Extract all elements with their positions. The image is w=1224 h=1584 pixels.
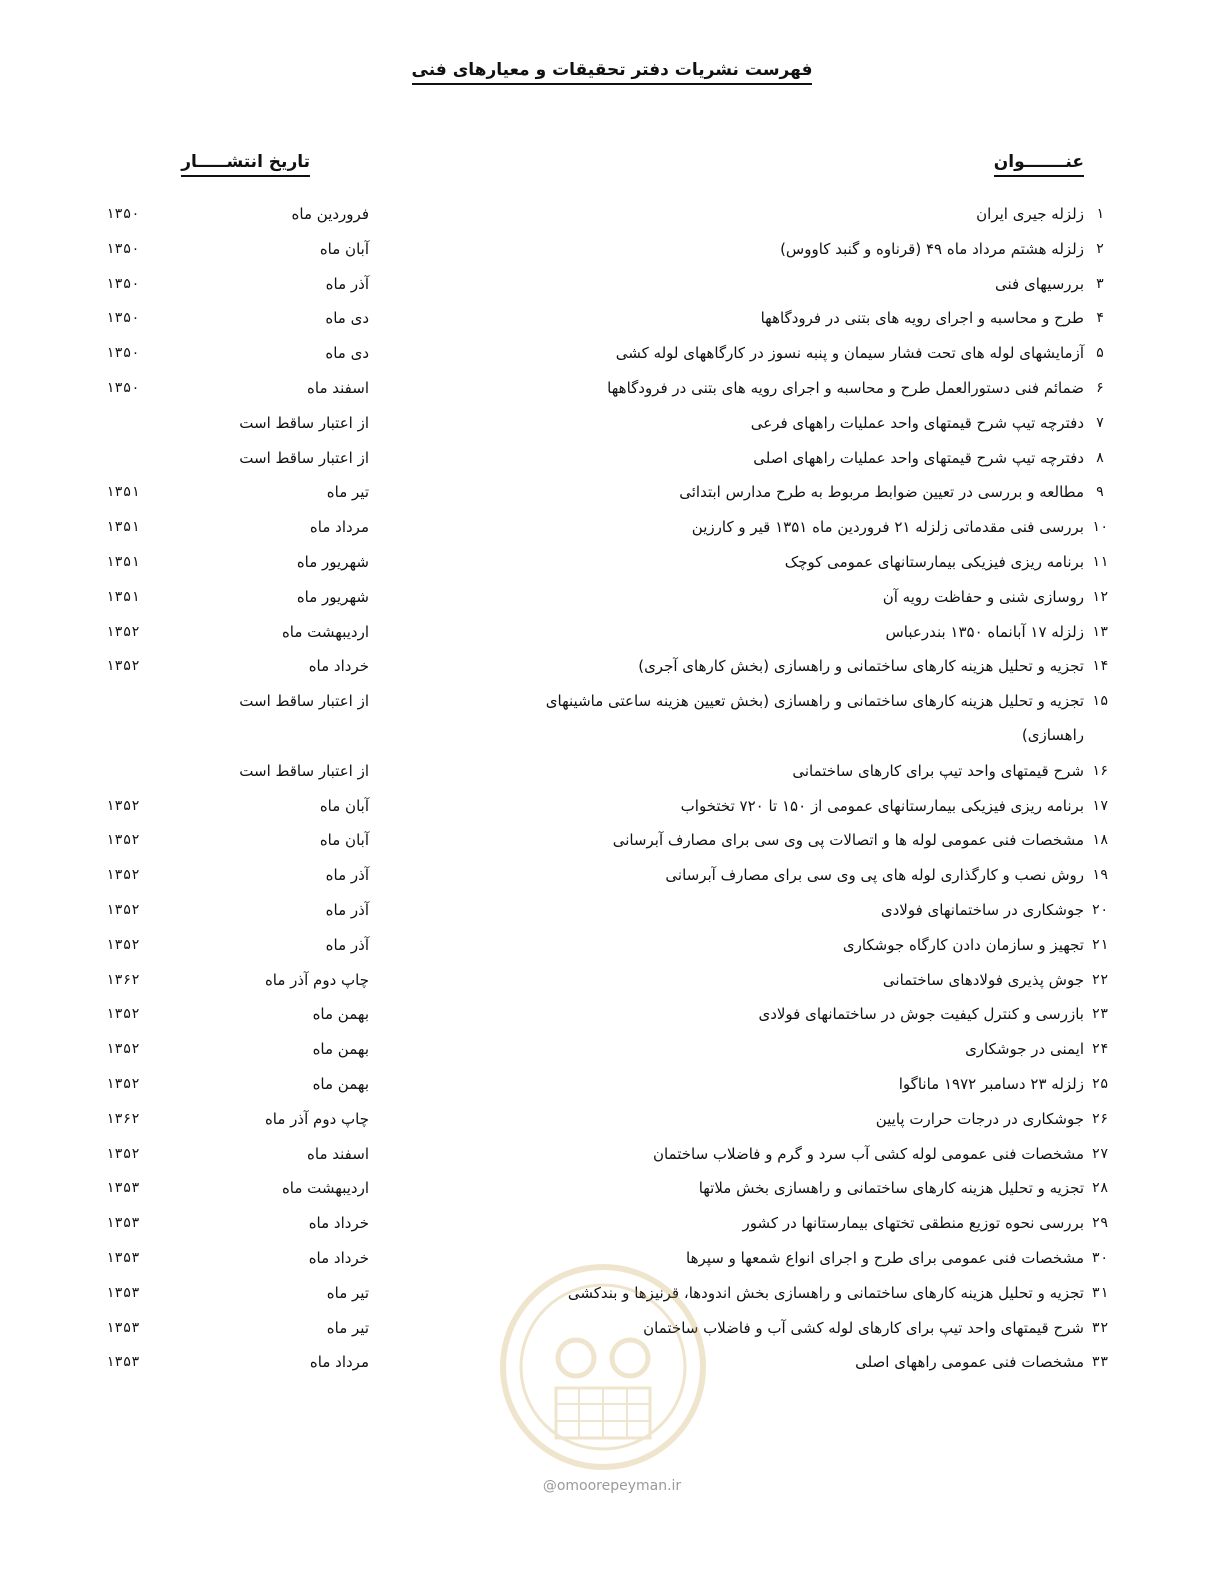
table-row — [0, 475, 1224, 510]
row-number: ۳ — [1095, 275, 1105, 292]
row-number: ۷ — [1095, 414, 1105, 431]
website-footer: @omoorepeyman.ir — [542, 1478, 682, 1494]
publication-title: جوشکاری در ساختمانهای فولادی — [880, 900, 1084, 919]
publication-title: زلزله ۲۳ دسامبر ۱۹۷۲ ماناگوا — [898, 1074, 1084, 1093]
publication-title: تجزیه و تحلیل هزینه کارهای ساختمانی و راهسازی بخش ملاتها — [698, 1179, 1084, 1198]
publication-title: تجزیه و تحلیل هزینه کارهای ساختمانی و راهسازی (بخش تعیین هزینه ساعتی ماشینهای راهسازی) — [545, 692, 1084, 745]
row-number: ۲۲ — [1091, 971, 1109, 988]
publication-date: اسفند ماه — [307, 378, 369, 397]
row-number: ۴ — [1095, 310, 1105, 327]
publication-title: شرح قیمتهای واحد تیپ برای کارهای ساختمانی — [792, 761, 1084, 780]
publication-year: ۱۳۵۱ — [106, 553, 140, 570]
publication-date: از اعتبار ساقط است — [239, 761, 369, 780]
publication-title: بررسی نحوه توزیع منطقی تختهای بیمارستانها در کشور — [742, 1214, 1084, 1233]
column-header-publish-date: تاریخ انتشـــــار — [181, 152, 310, 177]
publication-year: ۱۳۶۲ — [106, 1110, 140, 1127]
publication-title: بررسی فنی مقدماتی زلزله ۲۱ فروردین ماه ۱۳۵۱ قیر و کارزین — [691, 518, 1084, 537]
row-number: ۱۹ — [1091, 867, 1109, 884]
table-row — [0, 684, 1224, 754]
table-row — [0, 510, 1224, 545]
row-number: ۳۱ — [1091, 1284, 1109, 1301]
publication-year: ۱۳۵۳ — [106, 1284, 140, 1301]
table-row — [0, 1171, 1224, 1206]
publication-date: اردیبهشت ماه — [281, 1179, 369, 1198]
publication-title: زلزله هشتم مرداد ماه ۴۹ (قرناوه و گنبد کاووس) — [780, 239, 1084, 258]
publication-year: ۱۳۵۳ — [106, 1354, 140, 1371]
table-row — [0, 997, 1224, 1032]
publication-year: ۱۳۵۲ — [106, 936, 140, 953]
publication-year: ۱۳۵۱ — [106, 519, 140, 536]
publication-date: آذر ماه — [325, 866, 369, 885]
publication-date: آذر ماه — [325, 935, 369, 954]
publication-title: زلزله ۱۷ آبانماه ۱۳۵۰ بندرعباس — [885, 622, 1084, 641]
row-number: ۱۷ — [1091, 797, 1109, 814]
publication-date: خرداد ماه — [308, 1214, 369, 1233]
table-row — [0, 1067, 1224, 1102]
publication-date: تیر ماه — [326, 1283, 369, 1302]
publication-date: بهمن ماه — [312, 1040, 369, 1059]
publication-date: چاپ دوم آذر ماه — [264, 970, 369, 989]
table-row — [0, 789, 1224, 824]
publication-year: ۱۳۶۲ — [106, 971, 140, 988]
table-row — [0, 1032, 1224, 1067]
table-row — [0, 823, 1224, 858]
publication-title: مشخصات فنی عمومی راههای اصلی — [855, 1353, 1084, 1372]
table-row — [0, 1137, 1224, 1172]
table-row — [0, 893, 1224, 928]
publication-year: ۱۳۵۱ — [106, 484, 140, 501]
publication-date: آبان ماه — [319, 831, 369, 850]
publication-title: زلزله جیری ایران — [976, 205, 1084, 223]
row-number: ۱۵ — [1091, 693, 1109, 710]
publication-date: تیر ماه — [326, 483, 369, 502]
row-number: ۱ — [1095, 206, 1105, 222]
publication-date: از اعتبار ساقط است — [239, 448, 369, 467]
publication-year: ۱۳۵۰ — [106, 206, 140, 222]
table-row — [0, 232, 1224, 267]
table-row — [0, 197, 1224, 232]
publication-list — [0, 197, 1224, 1380]
publication-date: از اعتبار ساقط است — [239, 692, 369, 711]
publication-title: مشخصات فنی عمومی لوله ها و اتصالات پی وی سی برای مصارف آبرسانی — [612, 831, 1084, 850]
publication-year: ۱۳۵۰ — [106, 240, 140, 257]
table-row — [0, 371, 1224, 406]
row-number: ۲۸ — [1091, 1180, 1109, 1197]
publication-year: ۱۳۵۰ — [106, 345, 140, 362]
publication-title: ضمائم فنی دستورالعمل طرح و محاسبه و اجرای رویه های بتنی در فرودگاهها — [607, 378, 1084, 397]
publication-date: چاپ دوم آذر ماه — [264, 1109, 369, 1128]
publication-date: تیر ماه — [326, 1318, 369, 1337]
publication-year: ۱۳۵۰ — [106, 379, 140, 396]
publication-title: بازرسی و کنترل کیفیت جوش در ساختمانهای فولادی — [758, 1005, 1084, 1024]
publication-date: خرداد ماه — [308, 657, 369, 676]
page-title-text: فهرست نشریات دفتر تحقیقات و معیارهای فنی — [412, 60, 813, 85]
publication-title: شرح قیمتهای واحد تیپ برای کارهای لوله کشی آب و فاضلاب ساختمان — [643, 1318, 1084, 1337]
row-number: ۱۸ — [1091, 832, 1109, 849]
publication-year: ۱۳۵۲ — [106, 1075, 140, 1092]
publication-year: ۱۳۵۱ — [106, 588, 140, 605]
publication-year: ۱۳۵۳ — [106, 1180, 140, 1197]
publication-year: ۱۳۵۲ — [106, 832, 140, 849]
publication-date: شهریور ماه — [296, 552, 369, 571]
publication-title: دفترچه تیپ شرح قیمتهای واحد عملیات راههای فرعی — [750, 413, 1084, 432]
row-number: ۲۵ — [1091, 1075, 1109, 1092]
publication-date: اردیبهشت ماه — [281, 622, 369, 641]
table-row — [0, 754, 1224, 789]
publication-year: ۱۳۵۲ — [106, 867, 140, 884]
publication-date: خرداد ماه — [308, 1248, 369, 1267]
publication-title: تجهیز و سازمان دادن کارگاه جوشکاری — [842, 935, 1084, 954]
table-row — [0, 858, 1224, 893]
publication-year: ۱۳۵۲ — [106, 797, 140, 814]
publication-date: از اعتبار ساقط است — [239, 413, 369, 432]
publication-title: مطالعه و بررسی در تعیین ضوابط مربوط به طرح مدارس ابتدائی — [679, 483, 1084, 502]
row-number: ۱۲ — [1091, 588, 1109, 605]
table-row — [0, 336, 1224, 371]
table-row — [0, 1206, 1224, 1241]
publication-date: مرداد ماه — [309, 518, 369, 537]
publication-date: آذر ماه — [325, 274, 369, 293]
publication-title: تجزیه و تحلیل هزینه کارهای ساختمانی و راهسازی بخش اندودها، قرنیزها و بندکشی — [567, 1283, 1084, 1302]
publication-year: ۱۳۵۰ — [106, 310, 140, 327]
row-number: ۵ — [1095, 345, 1105, 362]
publication-title: جوشکاری در درجات حرارت پایین — [875, 1109, 1084, 1128]
table-row — [0, 406, 1224, 441]
publication-title: آزمایشهای لوله های تحت فشار سیمان و پنبه نسوز در کارگاههای لوله کشی — [615, 344, 1084, 363]
publication-year: ۱۳۵۳ — [106, 1249, 140, 1266]
row-number: ۹ — [1095, 484, 1105, 501]
row-number: ۲۴ — [1091, 1041, 1109, 1058]
page-title — [0, 60, 1224, 80]
publication-title: جوش پذیری فولادهای ساختمانی — [882, 970, 1084, 989]
publication-title: تجزیه و تحلیل هزینه کارهای ساختمانی و راهسازی (بخش کارهای آجری) — [638, 657, 1084, 676]
column-header-title: عنـــــــوان — [994, 152, 1084, 177]
publication-date: بهمن ماه — [312, 1074, 369, 1093]
publication-date: مرداد ماه — [309, 1353, 369, 1372]
publication-title: ایمنی در جوشکاری — [965, 1040, 1084, 1059]
row-number: ۶ — [1095, 379, 1105, 396]
publication-year: ۱۳۵۲ — [106, 1145, 140, 1162]
table-row — [0, 928, 1224, 963]
table-row — [0, 649, 1224, 684]
row-number: ۳۳ — [1091, 1354, 1109, 1371]
publication-date: آذر ماه — [325, 900, 369, 919]
table-row — [0, 1102, 1224, 1137]
row-number: ۱۴ — [1091, 658, 1109, 675]
table-row — [0, 267, 1224, 302]
publication-date: بهمن ماه — [312, 1005, 369, 1024]
row-number: ۳۰ — [1091, 1249, 1109, 1266]
publication-title: مشخصات فنی عمومی برای طرح و اجرای انواع شمعها و سپرها — [686, 1248, 1084, 1267]
row-number: ۱۱ — [1091, 553, 1109, 570]
publication-title: بررسیهای فنی — [995, 274, 1084, 293]
publication-year: ۱۳۵۲ — [106, 1041, 140, 1058]
publication-year: ۱۳۵۳ — [106, 1319, 140, 1336]
row-number: ۳۲ — [1091, 1319, 1109, 1336]
table-row — [0, 301, 1224, 336]
publication-date: شهریور ماه — [296, 587, 369, 606]
publication-title: برنامه ریزی فیزیکی بیمارستانهای عمومی از ۱۵۰ تا ۷۲۰ تختخواب — [680, 796, 1084, 815]
publication-date: آبان ماه — [319, 239, 369, 258]
publication-title: دفترچه تیپ شرح قیمتهای واحد عملیات راههای اصلی — [753, 448, 1084, 467]
watermark-seal-icon — [498, 1262, 708, 1472]
row-number: ۲۳ — [1091, 1006, 1109, 1023]
row-number: ۲۶ — [1091, 1110, 1109, 1127]
row-number: ۲ — [1095, 240, 1105, 257]
row-number: ۸ — [1095, 449, 1105, 466]
publication-year: ۱۳۵۰ — [106, 275, 140, 292]
row-number: ۲۷ — [1091, 1145, 1109, 1162]
publication-year: ۱۳۵۳ — [106, 1215, 140, 1232]
publication-year: ۱۳۵۲ — [106, 1006, 140, 1023]
table-row — [0, 615, 1224, 650]
table-row — [0, 545, 1224, 580]
publication-year: ۱۳۵۲ — [106, 623, 140, 640]
publication-title: روسازی شنی و حفاظت رویه آن — [882, 587, 1084, 606]
row-number: ۲۰ — [1091, 901, 1109, 918]
publication-date: فروردین ماه — [291, 205, 369, 223]
publication-date: دی ماه — [325, 309, 369, 328]
row-number: ۲۱ — [1091, 936, 1109, 953]
publication-date: اسفند ماه — [307, 1144, 369, 1163]
row-number: ۱۰ — [1091, 519, 1109, 536]
row-number: ۲۹ — [1091, 1215, 1109, 1232]
publication-date: آبان ماه — [319, 796, 369, 815]
table-row — [0, 580, 1224, 615]
table-row — [0, 963, 1224, 998]
table-row — [0, 441, 1224, 476]
row-number: ۱۶ — [1091, 762, 1109, 779]
publication-title: برنامه ریزی فیزیکی بیمارستانهای عمومی کوچک — [784, 552, 1084, 571]
publication-year: ۱۳۵۲ — [106, 901, 140, 918]
publication-date: دی ماه — [325, 344, 369, 363]
publication-year: ۱۳۵۲ — [106, 658, 140, 675]
publication-title: روش نصب و کارگذاری لوله های پی وی سی برای مصارف آبرسانی — [665, 866, 1084, 885]
publication-title: مشخصات فنی عمومی لوله کشی آب سرد و گرم و فاضلاب ساختمان — [652, 1144, 1084, 1163]
publication-title: طرح و محاسبه و اجرای رویه های بتنی در فرودگاهها — [760, 309, 1084, 328]
row-number: ۱۳ — [1091, 623, 1109, 640]
